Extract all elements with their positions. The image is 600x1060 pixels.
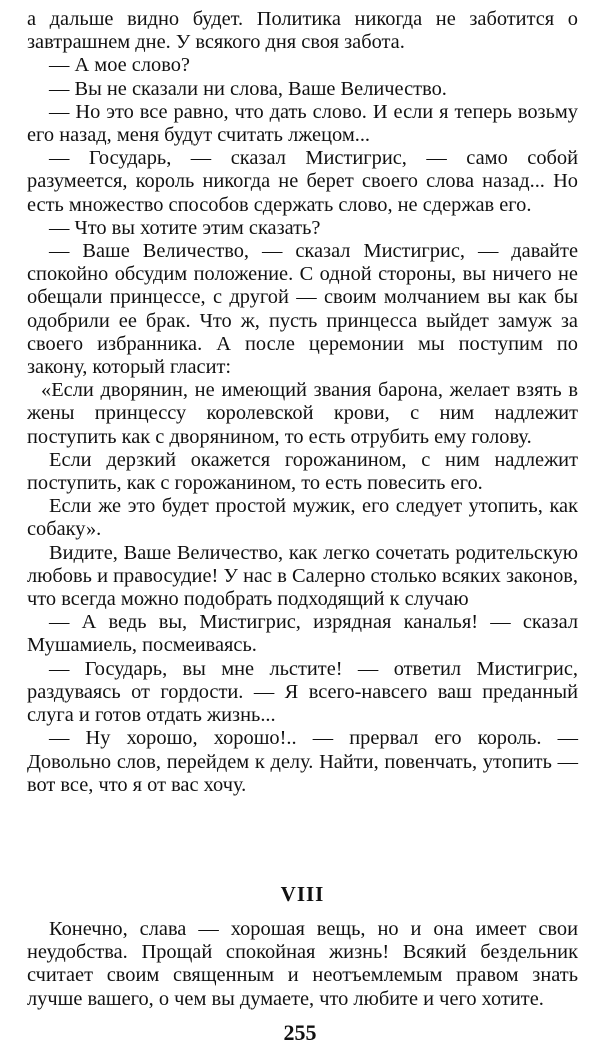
paragraph: — А мое слово?: [49, 54, 190, 77]
paragraph: — Но это все равно, что дать слово. И если я теперь возьму его назад, меня будут считать лжецом...: [27, 100, 578, 147]
paragraph: — А ведь вы, Мистигрис, изрядная каналья! — сказал Мушамиель, посмеиваясь.: [27, 611, 578, 657]
paragraph: — Что вы хотите этим сказать?: [49, 216, 321, 239]
law-quote-paragraph: «Если дворянин, не имеющий звания барона, желает взять в жены принцессу королевской крови, с ним надлежит поступить как с дворянином, то есть отрубить ему голову.: [27, 379, 578, 448]
page-number: 255: [283, 1020, 317, 1045]
paragraph: а дальше видно будет. Политика никогда не заботится о завтрашнем дне. У всякого дня своя забота.: [27, 8, 578, 54]
law-quote-paragraph: Если же это будет простой мужик, его следует утопить, как собаку».: [27, 495, 578, 541]
chapter-heading: VIII: [280, 882, 325, 906]
paragraph: Конечно, слава — хорошая вещь, но и она имеет свои неудобства. Прощай спокойная жизнь! Всякий бездельник считает своим священным и неотъемлемым правом знать лучше вашего, о чем вы думаете, что любите и чего хотите.: [27, 918, 578, 1010]
page-body: [27, 8, 578, 1010]
paragraph: — Государь, — сказал Мистигрис, — само собой разумеется, король никогда не берет своего слова назад... Но есть множество способов сдержать слово, не сдержав его.: [27, 147, 578, 216]
paragraph: — Ну хорошо, хорошо!.. — прервал его король. — Довольно слов, перейдем к делу. Найти, повенчать, утопить — вот все, что я от вас хочу.: [27, 727, 578, 796]
paragraph: — Государь, вы мне льстите! — ответил Мистигрис, раздуваясь от гордости. — Я всего-навсего ваш преданный слуга и готов отдать жизнь...: [27, 657, 578, 727]
paragraph: — Ваше Величество, — сказал Мистигрис, — давайте спокойно обсудим положение. С одной стороны, вы ничего не обещали принцессе, с другой — своим молчанием вы как бы одобрили ее брак. Что ж, пусть принцесса выйдет замуж за своего избранника. А после церемонии мы поступим по закону, который гласит:: [27, 240, 578, 379]
law-quote-paragraph: Если дерзкий окажется горожанином, с ним надлежит поступить, как с горожанином, то есть повесить его.: [27, 448, 578, 495]
chapter-body: [27, 918, 578, 1011]
paragraph: — Вы не сказали ни слова, Ваше Величество.: [49, 77, 447, 100]
paragraph: Видите, Ваше Величество, как легко сочетать родительскую любовь и правосудие! У нас в Салерно столько всяких законов, что всегда можно подобрать подходящий к случаю: [27, 541, 578, 611]
